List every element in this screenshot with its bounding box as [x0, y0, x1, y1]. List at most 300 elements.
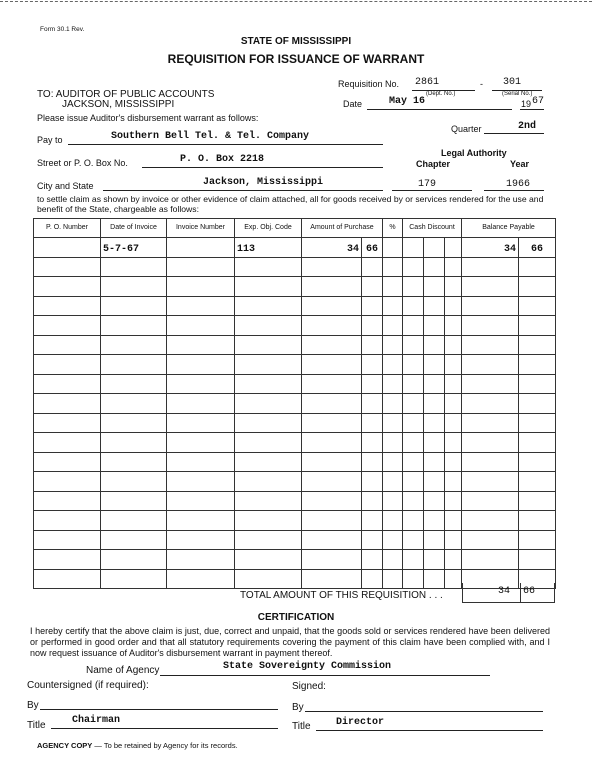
table-cell [403, 550, 424, 570]
table-cell [235, 374, 302, 394]
table-cell [383, 511, 403, 531]
table-cell [424, 335, 445, 355]
cell-amount-dollars: 34 [302, 238, 362, 258]
title-value-left: Chairman [72, 715, 121, 726]
table-cell [383, 257, 403, 277]
title-line-left [51, 728, 278, 729]
by-line-right [305, 711, 543, 712]
year-value: 67 [532, 96, 545, 107]
table-cell [235, 530, 302, 550]
table-cell [445, 257, 462, 277]
table-row [34, 394, 556, 414]
cell-discount-b [424, 238, 445, 258]
table-cell [302, 511, 362, 531]
table-cell [383, 355, 403, 375]
table-cell [34, 491, 101, 511]
agency-line [160, 675, 490, 676]
table-cell [445, 355, 462, 375]
table-cell [34, 433, 101, 453]
table-cell [34, 530, 101, 550]
table-cell [424, 511, 445, 531]
table-cell [167, 335, 235, 355]
table-cell [362, 511, 383, 531]
table-cell [519, 491, 556, 511]
certification-title: CERTIFICATION [257, 612, 335, 623]
table-cell [445, 472, 462, 492]
retained-text: — To be retained by Agency for its records. [92, 741, 238, 750]
table-row [34, 511, 556, 531]
table-cell [235, 257, 302, 277]
table-row [34, 550, 556, 570]
table-cell [424, 394, 445, 414]
table-row [34, 355, 556, 375]
dept-no-caption: (Dept. No.) [426, 91, 456, 97]
table-cell [519, 452, 556, 472]
street-label: Street or P. O. Box No. [37, 158, 128, 168]
table-cell [167, 277, 235, 297]
table-cell [302, 277, 362, 297]
table-cell [235, 335, 302, 355]
title-label-left: Title [27, 720, 46, 731]
header-po-number: P. O. Number [34, 219, 101, 238]
table-cell [167, 355, 235, 375]
table-row [34, 277, 556, 297]
table-cell [302, 530, 362, 550]
table-cell [235, 413, 302, 433]
cell-balance-dollars: 34 [462, 238, 519, 258]
table-cell [462, 452, 519, 472]
table-cell [34, 374, 101, 394]
table-cell [362, 452, 383, 472]
table-row [34, 472, 556, 492]
title-line-right [316, 730, 543, 731]
table-cell [383, 316, 403, 336]
header-amount-of-purchase: Amount of Purchase [302, 219, 383, 238]
table-cell [362, 413, 383, 433]
table-cell [424, 472, 445, 492]
header-balance-payable: Balance Payable [462, 219, 556, 238]
table-cell [519, 316, 556, 336]
serial-no-value: 301 [503, 77, 522, 88]
table-cell [445, 277, 462, 297]
cell-exp-obj-code: 113 [235, 238, 302, 258]
table-cell [167, 413, 235, 433]
by-label-right: By [292, 702, 304, 713]
table-cell [235, 491, 302, 511]
chapter-value: 179 [418, 179, 437, 190]
table-cell [424, 452, 445, 472]
state-heading: STATE OF MISSISSIPPI [240, 36, 352, 47]
table-cell [424, 550, 445, 570]
table-cell [519, 335, 556, 355]
table-cell [101, 569, 167, 589]
table-cell [403, 491, 424, 511]
date-value: May 16 [389, 96, 426, 107]
table-row [34, 238, 556, 258]
table-cell [167, 569, 235, 589]
cell-discount-a [403, 238, 424, 258]
table-cell [445, 491, 462, 511]
table-cell [519, 472, 556, 492]
table-cell [101, 472, 167, 492]
table-cell [34, 277, 101, 297]
table-cell [424, 296, 445, 316]
table-cell [403, 530, 424, 550]
table-cell [362, 335, 383, 355]
city-value: Jackson, Mississippi [203, 177, 324, 188]
table-row [34, 530, 556, 550]
table-cell [383, 472, 403, 492]
table-cell [101, 355, 167, 375]
table-cell [383, 433, 403, 453]
table-cell [403, 277, 424, 297]
cell-date-of-invoice: 5-7-67 [101, 238, 167, 258]
table-cell [445, 530, 462, 550]
table-cell [362, 374, 383, 394]
chapter-line [392, 190, 472, 191]
table-cell [445, 296, 462, 316]
table-cell [101, 257, 167, 277]
table-cell [445, 413, 462, 433]
form-title: REQUISITION FOR ISSUANCE OF WARRANT [167, 52, 425, 66]
title-label-right: Title [292, 721, 311, 732]
date-line [367, 109, 512, 110]
year-line [520, 109, 544, 110]
table-cell [462, 491, 519, 511]
table-cell [519, 433, 556, 453]
table-cell [167, 511, 235, 531]
header-exp-obj-code: Exp. Obj. Code [235, 219, 302, 238]
top-perforation [0, 1, 592, 2]
table-row [34, 491, 556, 511]
items-table [33, 218, 556, 589]
pay-to-line [68, 144, 383, 145]
table-cell [445, 550, 462, 570]
table-cell [424, 316, 445, 336]
table-cell [462, 257, 519, 277]
table-cell [403, 257, 424, 277]
table-row [34, 374, 556, 394]
table-cell [167, 550, 235, 570]
legal-year-value: 1966 [506, 179, 531, 190]
table-cell [101, 296, 167, 316]
countersigned-label: Countersigned (if required): [27, 680, 149, 691]
table-cell [235, 472, 302, 492]
table-cell [235, 550, 302, 570]
table-cell [424, 374, 445, 394]
pay-to-value: Southern Bell Tel. & Tel. Company [111, 131, 310, 142]
table-cell [167, 530, 235, 550]
chapter-label: Chapter [416, 159, 451, 169]
table-cell [167, 472, 235, 492]
table-cell [34, 550, 101, 570]
table-cell [424, 491, 445, 511]
table-header-row [34, 219, 556, 238]
table-cell [167, 257, 235, 277]
to-line-3: Please issue Auditor's disbursement warrant as follows: [37, 113, 259, 123]
table-cell [34, 511, 101, 531]
table-cell [101, 530, 167, 550]
table-cell [167, 452, 235, 472]
table-cell [302, 257, 362, 277]
table-cell [302, 452, 362, 472]
header-invoice-number: Invoice Number [167, 219, 235, 238]
table-cell [462, 530, 519, 550]
table-cell [362, 550, 383, 570]
certification-text: I hereby certify that the above claim is just, due, correct and unpaid, that the goods sold or services rendered have been delivered or performed in good order and that all statutory requirements covering the payment of this claim have been complied with, and I now request issuance of Auditor's disbursement warrant in payment thereof. [30, 626, 550, 658]
table-cell [519, 413, 556, 433]
table-cell [167, 374, 235, 394]
table-cell [167, 394, 235, 414]
table-cell [424, 355, 445, 375]
table-cell [302, 491, 362, 511]
table-cell [235, 277, 302, 297]
table-cell [235, 511, 302, 531]
table-cell [302, 355, 362, 375]
table-cell [34, 355, 101, 375]
table-cell [462, 550, 519, 570]
table-cell [362, 491, 383, 511]
table-cell [462, 433, 519, 453]
table-cell [403, 355, 424, 375]
table-cell [424, 433, 445, 453]
requisition-label: Requisition No. [338, 79, 400, 89]
table-cell [235, 316, 302, 336]
table-cell [34, 413, 101, 433]
table-cell [445, 569, 462, 589]
table-cell [302, 433, 362, 453]
table-cell [167, 296, 235, 316]
by-line-left [40, 709, 278, 710]
table-cell [462, 335, 519, 355]
table-cell [445, 433, 462, 453]
to-line-2: JACKSON, MISSISSIPPI [62, 99, 175, 110]
table-cell [403, 335, 424, 355]
table-cell [403, 452, 424, 472]
table-cell [34, 569, 101, 589]
table-cell [302, 569, 362, 589]
table-cell [34, 472, 101, 492]
legal-authority-title: Legal Authority [441, 148, 507, 158]
table-cell [302, 472, 362, 492]
table-cell [101, 316, 167, 336]
table-cell [383, 452, 403, 472]
table-cell [101, 335, 167, 355]
table-cell [403, 472, 424, 492]
table-cell [235, 296, 302, 316]
table-cell [383, 335, 403, 355]
table-cell [34, 394, 101, 414]
table-cell [403, 394, 424, 414]
table-cell [403, 296, 424, 316]
table-cell [383, 277, 403, 297]
table-cell [383, 296, 403, 316]
table-row [34, 296, 556, 316]
table-cell [383, 530, 403, 550]
table-cell [101, 394, 167, 414]
table-cell [445, 335, 462, 355]
cell-discount-c [445, 238, 462, 258]
table-cell [383, 413, 403, 433]
table-cell [445, 374, 462, 394]
table-cell [362, 296, 383, 316]
year-prefix: 19 [521, 99, 532, 109]
table-cell [403, 569, 424, 589]
cell-invoice-number [167, 238, 235, 258]
form-number: Form 30.1 Rev. [40, 26, 85, 33]
table-cell [34, 296, 101, 316]
table-cell [519, 296, 556, 316]
table-cell [424, 413, 445, 433]
table-cell [403, 511, 424, 531]
quarter-label: Quarter [451, 124, 482, 134]
table-cell [362, 569, 383, 589]
date-label: Date [343, 99, 363, 109]
table-cell [302, 296, 362, 316]
table-cell [383, 374, 403, 394]
table-cell [302, 316, 362, 336]
table-cell [101, 511, 167, 531]
table-cell [235, 394, 302, 414]
table-row [34, 257, 556, 277]
cell-po-number [34, 238, 101, 258]
serial-no-caption: (Serial No.) [502, 91, 533, 97]
total-label: TOTAL AMOUNT OF THIS REQUISITION . . . [240, 590, 443, 601]
table-cell [445, 316, 462, 336]
signed-label: Signed: [292, 681, 326, 692]
table-cell [462, 277, 519, 297]
table-cell [519, 530, 556, 550]
table-cell [302, 550, 362, 570]
header-cash-discount: Cash Discount [403, 219, 462, 238]
table-cell [362, 316, 383, 336]
table-cell [383, 491, 403, 511]
title-value-right: Director [336, 717, 385, 728]
table-cell [34, 257, 101, 277]
table-cell [101, 277, 167, 297]
header-date-of-invoice: Date of Invoice [101, 219, 167, 238]
table-cell [519, 550, 556, 570]
table-cell [424, 530, 445, 550]
table-cell [34, 452, 101, 472]
table-cell [34, 316, 101, 336]
table-cell [167, 316, 235, 336]
table-cell [403, 316, 424, 336]
dept-no-value: 2861 [415, 77, 440, 88]
table-cell [383, 550, 403, 570]
table-row [34, 413, 556, 433]
table-cell [302, 335, 362, 355]
table-cell [462, 413, 519, 433]
table-cell [101, 374, 167, 394]
year-label: Year [510, 159, 530, 169]
table-cell [403, 413, 424, 433]
total-cents: 66 [523, 586, 536, 597]
table-cell [462, 355, 519, 375]
table-cell [424, 257, 445, 277]
street-value: P. O. Box 2218 [180, 154, 265, 165]
table-row [34, 316, 556, 336]
table-cell [519, 257, 556, 277]
total-dollars: 34 [498, 586, 511, 597]
table-cell [383, 394, 403, 414]
table-cell [101, 413, 167, 433]
table-cell [424, 277, 445, 297]
city-label: City and State [37, 181, 94, 191]
table-cell [235, 569, 302, 589]
table-cell [462, 296, 519, 316]
table-cell [302, 374, 362, 394]
settle-claim-text: to settle claim as shown by invoice or other evidence of claim attached, all for goods received by or services rendered for the use and benefit of the State, chargeable as follows: [37, 194, 544, 214]
table-cell [235, 452, 302, 472]
table-cell [462, 394, 519, 414]
table-cell [462, 316, 519, 336]
table-cell [362, 257, 383, 277]
table-cell [403, 374, 424, 394]
table-row [34, 452, 556, 472]
table-cell [519, 277, 556, 297]
table-cell [362, 472, 383, 492]
table-cell [362, 277, 383, 297]
agency-copy-label: AGENCY COPY [37, 741, 93, 750]
table-cell [101, 491, 167, 511]
pay-to-label: Pay to [37, 135, 63, 145]
table-cell [445, 511, 462, 531]
table-cell [424, 569, 445, 589]
quarter-value: 2nd [518, 121, 537, 132]
table-cell [167, 491, 235, 511]
table-cell [462, 472, 519, 492]
table-cell [362, 355, 383, 375]
agency-label: Name of Agency [86, 665, 160, 676]
header-percent: % [383, 219, 403, 238]
legal-year-line [484, 190, 544, 191]
table-cell [167, 433, 235, 453]
table-cell [302, 413, 362, 433]
table-cell [383, 569, 403, 589]
table-cell [362, 394, 383, 414]
cell-amount-cents: 66 [362, 238, 383, 258]
cell-balance-cents: 66 [519, 238, 556, 258]
table-cell [403, 433, 424, 453]
table-cell [302, 394, 362, 414]
table-cell [235, 355, 302, 375]
table-cell [445, 452, 462, 472]
city-line [103, 190, 383, 191]
table-cell [519, 374, 556, 394]
street-line [142, 167, 383, 168]
table-cell [101, 433, 167, 453]
table-cell [362, 530, 383, 550]
table-cell [101, 452, 167, 472]
table-cell [445, 394, 462, 414]
cell-percent [383, 238, 403, 258]
total-divider [520, 583, 521, 603]
quarter-line [484, 133, 544, 134]
table-cell [462, 511, 519, 531]
table-cell [519, 511, 556, 531]
table-cell [462, 374, 519, 394]
table-cell [235, 433, 302, 453]
by-label-left: By [27, 700, 39, 711]
table-cell [101, 550, 167, 570]
footer [37, 741, 238, 750]
to-line-1: TO: AUDITOR OF PUBLIC ACCOUNTS [37, 89, 215, 100]
table-cell [519, 355, 556, 375]
table-row [34, 335, 556, 355]
requisition-dash: - [480, 79, 483, 89]
table-cell [362, 433, 383, 453]
